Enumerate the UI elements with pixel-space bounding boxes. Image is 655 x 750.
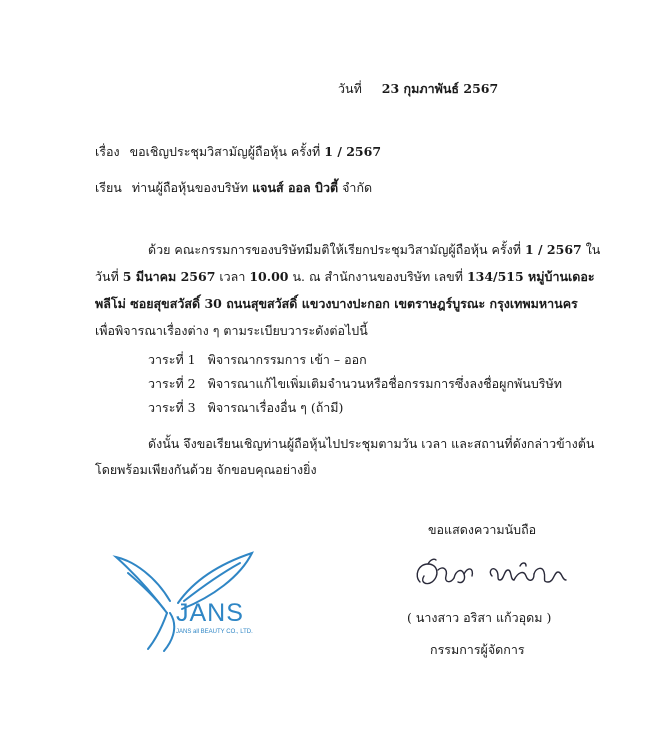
body-text: ด้วย คณะกรรมการของบริษัทมีมติให้เรียกประชุมวิสามัญผู้ถือหุ้น ครั้งที่ [148, 242, 521, 257]
agenda-text: พิจารณาเรื่องอื่น ๆ (ถ้ามี) [207, 400, 344, 415]
body-line: เพื่อพิจารณาเรื่องต่าง ๆ ตามระเบียบวาระดังต่อไปนี้ [95, 323, 368, 338]
letter-salutation [95, 179, 372, 197]
handwritten-signature [408, 552, 578, 598]
agenda-item [148, 351, 367, 369]
agenda-text: พิจารณากรรมการ เข้า – ออก [207, 352, 367, 367]
agenda-number: วาระที่ 1 [148, 352, 196, 367]
company-logo [112, 543, 287, 655]
meeting-date: 5 มีนาคม 2567 [122, 269, 216, 284]
logo-subtitle: JANS all BEAUTY CO., LTD. [176, 629, 253, 635]
body-text: ใน [585, 242, 601, 257]
meeting-address: 134/515 หมู่บ้านเดอะ [466, 269, 595, 284]
body-text: เวลา [219, 269, 246, 284]
date-label: วันที่ [338, 81, 362, 96]
body-line: ดังนั้น จึงขอเรียนเชิญท่านผู้ถือหุ้นไปประชุมตามวัน เวลา และสถานที่ดังกล่าวข้างต้น [148, 436, 595, 451]
date-value: 23 กุมภาพันธ์ 2567 [381, 81, 499, 96]
salutation-label: เรียน [95, 180, 122, 195]
closing-text: ขอแสดงความนับถือ [428, 522, 537, 537]
agenda-item [148, 399, 343, 417]
meeting-number: 1 / 2567 [524, 242, 582, 257]
salutation-suffix: จำกัด [342, 180, 373, 195]
signer-position: กรรมการผู้จัดการ [430, 642, 525, 657]
subject-label: เรื่อง [95, 144, 120, 159]
meeting-address-line: พลีโม่ ซอยสุขสวัสดิ์ 30 ถนนสุขสวัสดิ์ แขวงบางปะกอก เขตราษฎร์บูรณะ กรุงเทพมหานคร [95, 296, 578, 311]
meeting-time: 10.00 [249, 269, 289, 284]
salutation-prefix: ท่านผู้ถือหุ้นของบริษัท [131, 180, 249, 195]
body-line: โดยพร้อมเพียงกันด้วย จักขอบคุณอย่างยิ่ง [95, 462, 317, 477]
agenda-number: วาระที่ 2 [148, 376, 196, 391]
body-line [148, 241, 600, 259]
company-name: แจนส์ ออล บิวตี้ [252, 180, 339, 195]
agenda-text: พิจารณาแก้ไขเพิ่มเติมจำนวนหรือชื่อกรรมการซึ่งลงชื่อผูกพันบริษัท [207, 376, 562, 391]
body-line [95, 268, 595, 286]
letter-subject [95, 143, 381, 161]
body-text: วันที่ [95, 269, 119, 284]
agenda-number: วาระที่ 3 [148, 400, 196, 415]
body-text: น. ณ สำนักงานของบริษัท เลขที่ [292, 269, 463, 284]
logo-name: JANS [176, 599, 244, 627]
signer-name: ( นางสาว อริสา แก้วอุดม ) [407, 610, 552, 625]
agenda-item [148, 375, 562, 393]
subject-number: 1 / 2567 [324, 144, 382, 159]
subject-text: ขอเชิญประชุมวิสามัญผู้ถือหุ้น ครั้งที่ [129, 144, 321, 159]
letter-date [338, 80, 498, 98]
